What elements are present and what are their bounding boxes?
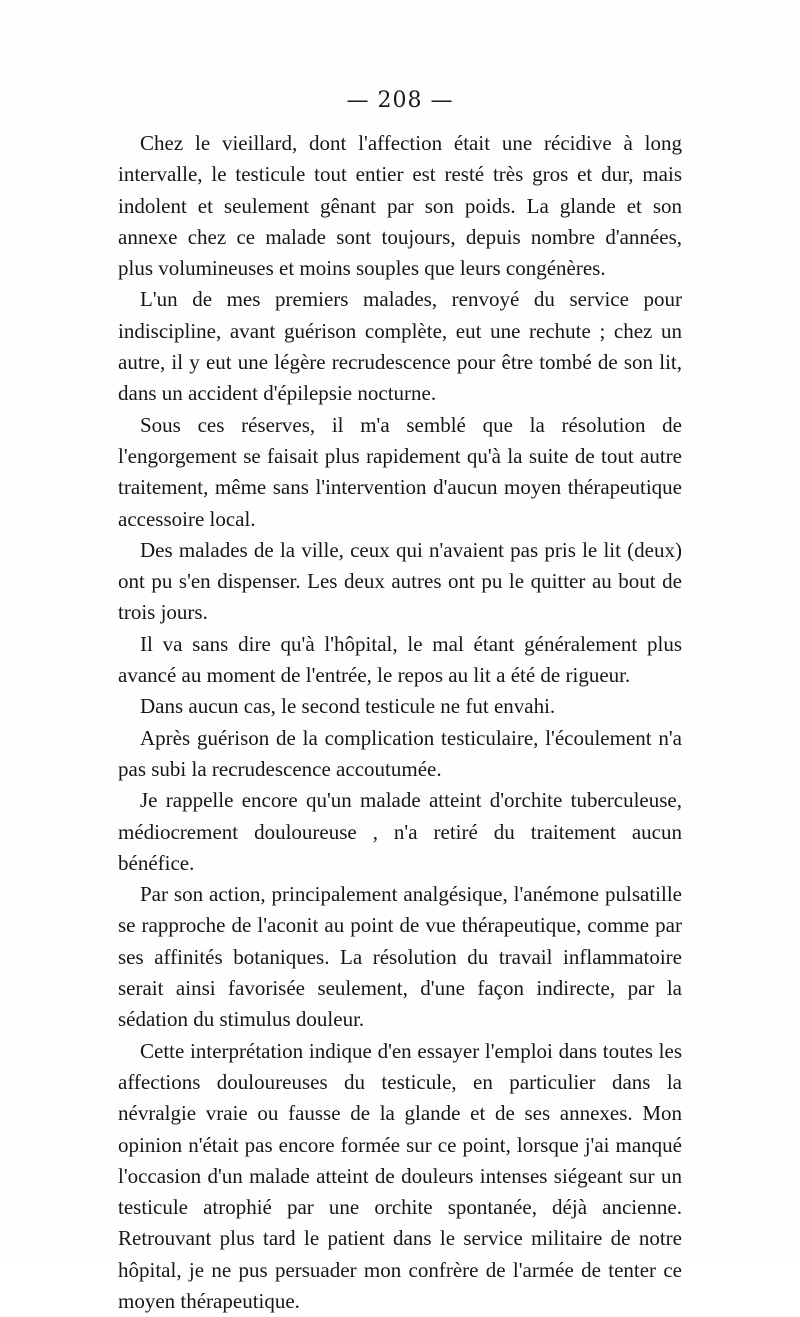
paragraph-10: Cette interprétation indique d'en essayer l'emploi dans toutes les affections douloureuses du testicule, en particulier dans la névralgie vraie ou fausse de la glande et de ses annexes. Mon opinion n'était pas encore formée sur ce point, lorsque j'ai manqué l'occasion d'un malade atteint de douleurs intenses siégeant sur un testicule atrophié par une orchite spontanée, déjà ancienne. Retrouvant plus tard le patient dans le service militaire de notre hôpital, je ne pus persuader mon confrère de l'armée de tenter ce moyen thérapeutique. — [118, 1038, 682, 1313]
paragraph-3: Sous ces réserves, il m'a semblé que la résolution de l'engorgement se faisait plus rapidement qu'à la suite de tout autre traitement, même sans l'intervention d'aucun moyen thérapeutique accessoire local. — [118, 412, 682, 531]
paragraph-5: Il va sans dire qu'à l'hôpital, le mal étant généralement plus avancé au moment de l'entrée, le repos au lit a été de rigueur. — [118, 631, 682, 688]
paragraph-9: Par son action, principalement analgésique, l'anémone pulsatille se rapproche de l'aconit au point de vue thérapeutique, comme par ses affinités botaniques. La résolution du travail inflammatoire serait ainsi favorisée seulement, d'une façon indirecte, par la sédation du stimulus douleur. — [118, 882, 682, 1032]
paragraph-6: Dans aucun cas, le second testicule ne fut envahi. — [140, 694, 556, 719]
paragraph-1: Chez le vieillard, dont l'affection était une récidive à long intervalle, le testicule tout entier est resté très gros et dur, mais indolent et seulement gênant par son poids. La glande et son annexe chez ce malade sont toujours, depuis nombre d'années, plus volumineuses et moins souples que leurs congénères. — [118, 131, 682, 281]
paragraph-7: Après guérison de la complication testiculaire, l'écoulement n'a pas subi la recrudescence accoutumée. — [118, 725, 682, 781]
paragraph-8: Je rappelle encore qu'un malade atteint d'orchite tuberculeuse, médiocrement douloureuse , n'a retiré du traitement aucun bénéfice. — [118, 788, 682, 875]
paragraph-2: L'un de mes premiers malades, renvoyé du service pour indiscipline, avant guérison complète, eut une rechute ; chez un autre, il y eut une légère recrudescence pour être tombé de son lit, dans un accident d'épilepsie nocturne. — [118, 287, 682, 406]
body-text — [118, 128, 682, 1317]
paragraph-4: Des malades de la ville, ceux qui n'avaient pas pris le lit (deux) ont pu s'en dispenser. Les deux autres ont pu le quitter au bout de trois jours. — [118, 537, 682, 625]
page-number: — 208 — — [346, 88, 454, 113]
